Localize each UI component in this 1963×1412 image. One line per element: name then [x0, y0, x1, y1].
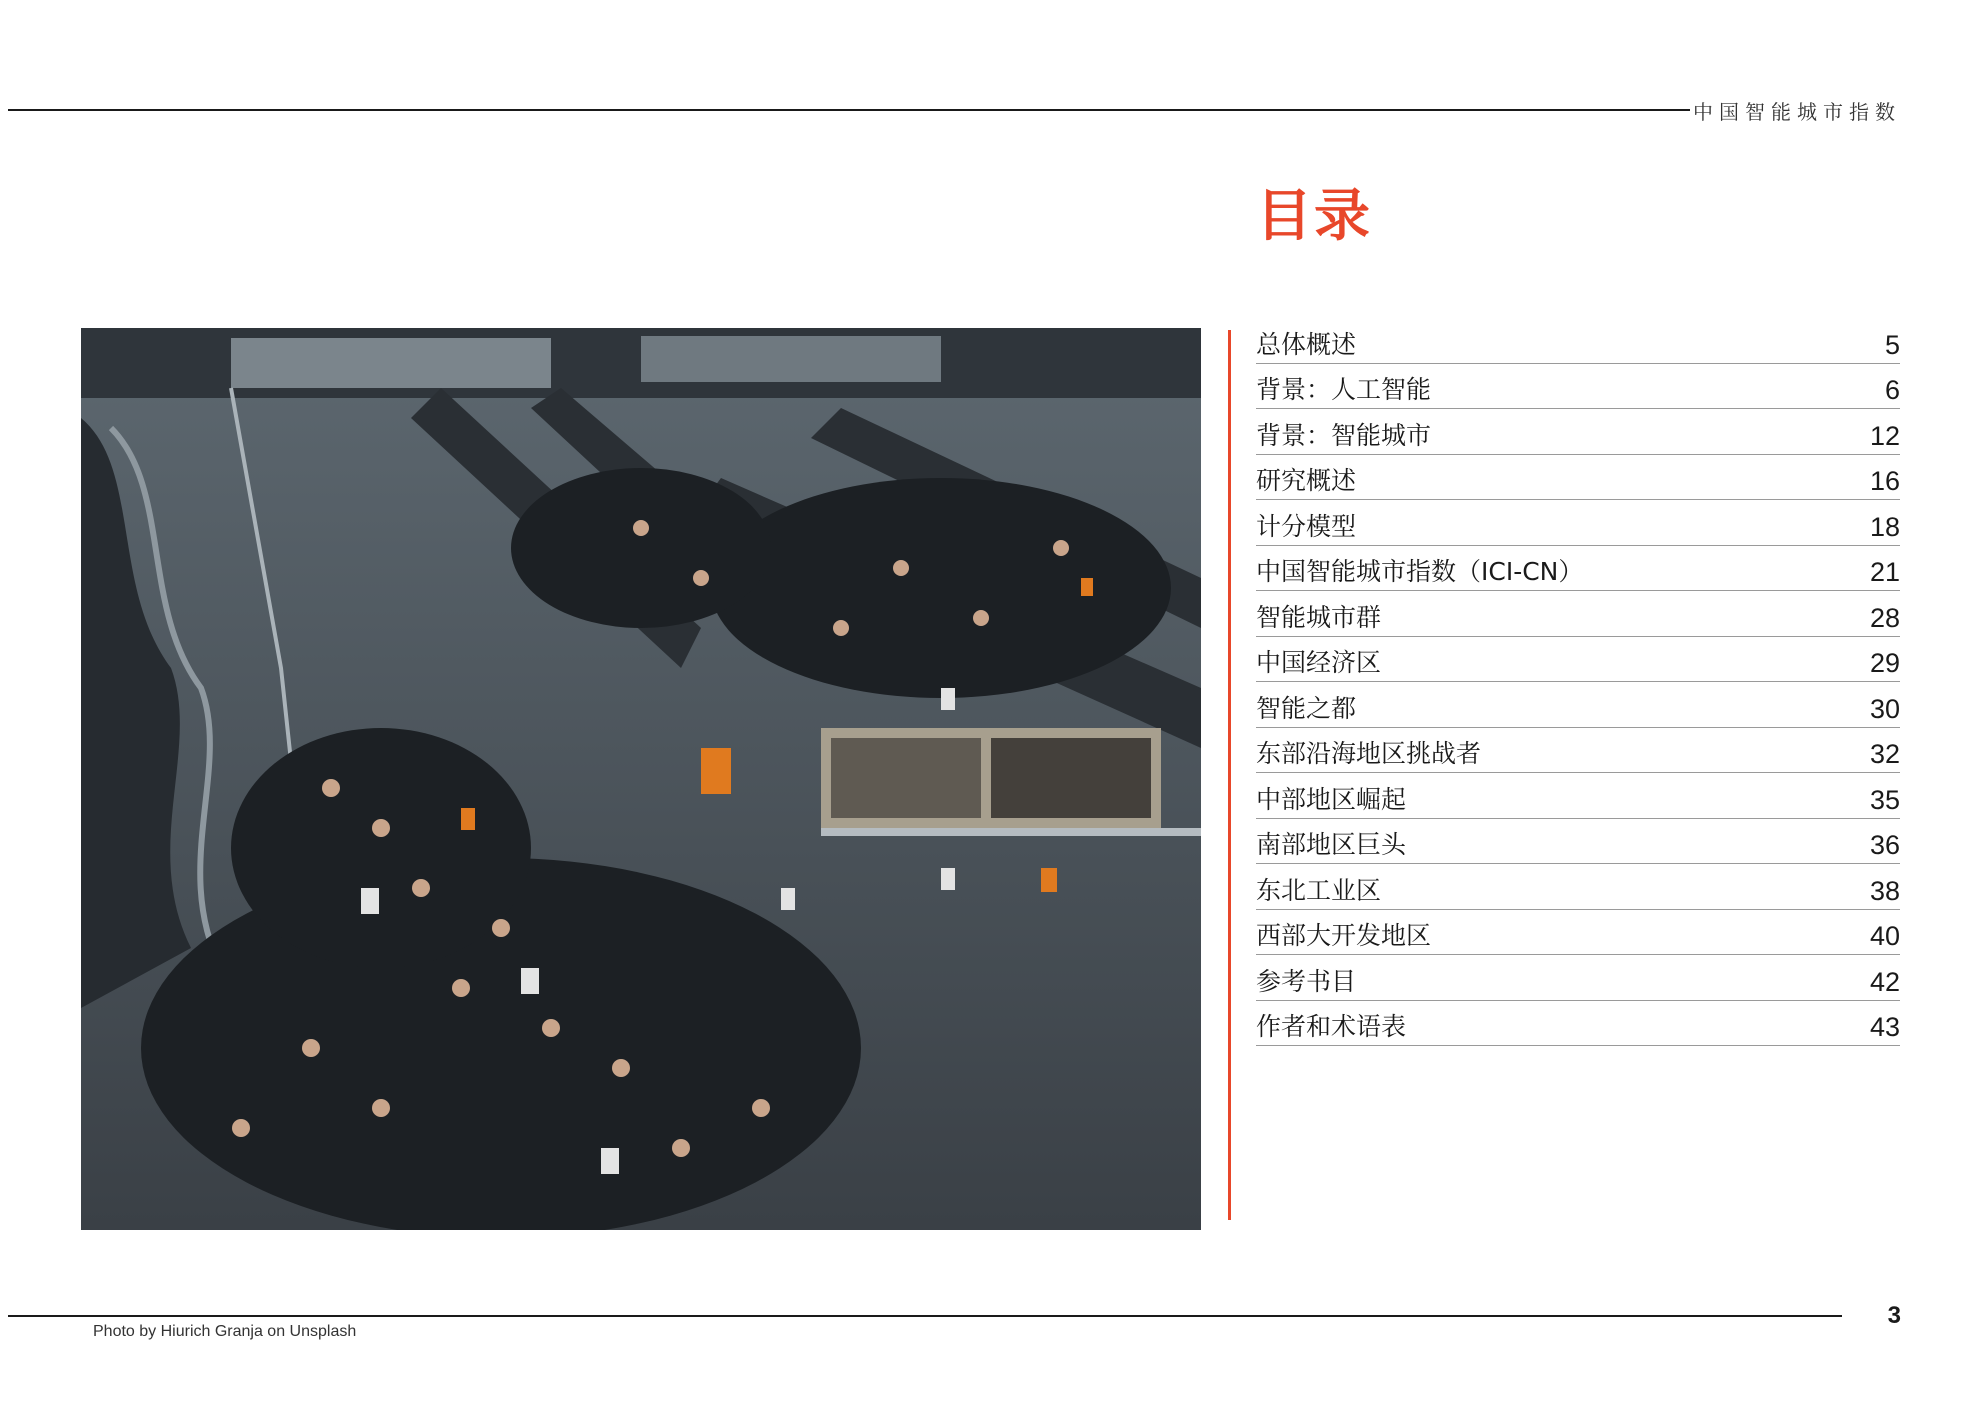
- toc-entry[interactable]: [1256, 955, 1900, 1001]
- toc-entry-title: 中国智能城市指数（ICI-CN）: [1256, 557, 1584, 586]
- toc-entry-page: 30: [1869, 693, 1900, 724]
- footer-rule: [8, 1315, 1842, 1317]
- toc-entry-page: 5: [1884, 329, 1900, 360]
- toc-entry-page: 36: [1869, 830, 1900, 860]
- toc-entry[interactable]: [1256, 591, 1900, 637]
- toc-heading: 目录: [1256, 184, 1372, 249]
- toc-entry-page: 35: [1869, 784, 1900, 815]
- page-number: 3: [1887, 1302, 1901, 1329]
- toc-entry-title: 研究概述: [1256, 466, 1357, 495]
- toc-entry-page: 29: [1869, 648, 1900, 678]
- toc-entry-title: 东部沿海地区挑战者: [1256, 739, 1482, 768]
- toc-entry-title: 作者和术语表: [1256, 1012, 1407, 1041]
- toc-entry[interactable]: [1256, 364, 1900, 410]
- toc-entry[interactable]: [1256, 546, 1900, 592]
- toc-entry-title: 计分模型: [1256, 511, 1357, 541]
- accent-divider: [1228, 330, 1231, 1220]
- toc-entry-page: 28: [1869, 602, 1900, 633]
- toc-entry[interactable]: [1256, 455, 1900, 501]
- toc-entry-page: 6: [1884, 375, 1900, 405]
- toc-entry-title: 背景：人工智能: [1256, 375, 1432, 404]
- toc-entry-page: 32: [1869, 739, 1900, 769]
- toc-entry-title: 东北工业区: [1256, 875, 1382, 905]
- toc-entry-page: 16: [1869, 466, 1900, 496]
- toc-entry-title: 智能之都: [1256, 693, 1357, 723]
- toc-entry[interactable]: [1256, 819, 1900, 865]
- toc-entry-page: 21: [1869, 557, 1900, 587]
- toc-entry-title: 智能城市群: [1256, 602, 1382, 632]
- toc-entry-title: 南部地区巨头: [1256, 830, 1407, 859]
- toc-entry-title: 中国经济区: [1256, 648, 1382, 677]
- toc-entry-title: 参考书目: [1256, 966, 1357, 996]
- toc-entry-page: 40: [1869, 921, 1900, 951]
- toc-entry[interactable]: [1256, 318, 1900, 364]
- toc-entry-title: 中部地区崛起: [1256, 784, 1407, 814]
- toc-entry[interactable]: [1256, 728, 1900, 774]
- toc-entry[interactable]: [1256, 409, 1900, 455]
- toc-entry[interactable]: [1256, 500, 1900, 546]
- toc-entry[interactable]: [1256, 773, 1900, 819]
- cover-photo: [81, 328, 1201, 1230]
- document-title: 中国智能城市指数: [1693, 100, 1901, 124]
- toc-entry-title: 背景：智能城市: [1256, 420, 1432, 450]
- photo-credit: Photo by Hiurich Granja on Unsplash: [93, 1323, 357, 1340]
- toc-entry[interactable]: [1256, 1001, 1900, 1047]
- toc-entry-page: 18: [1869, 511, 1900, 542]
- toc-entry-page: 43: [1869, 1012, 1900, 1042]
- toc-entry[interactable]: [1256, 864, 1900, 910]
- header-rule: [8, 109, 1690, 111]
- toc-entry-title: 总体概述: [1256, 329, 1357, 359]
- table-of-contents: [1256, 318, 1900, 1046]
- toc-entry[interactable]: [1256, 637, 1900, 683]
- toc-entry-title: 西部大开发地区: [1256, 921, 1432, 950]
- toc-entry[interactable]: [1256, 910, 1900, 956]
- toc-entry-page: 38: [1869, 875, 1900, 906]
- toc-entry-page: 12: [1869, 420, 1900, 451]
- toc-entry-page: 42: [1869, 966, 1900, 997]
- toc-entry[interactable]: [1256, 682, 1900, 728]
